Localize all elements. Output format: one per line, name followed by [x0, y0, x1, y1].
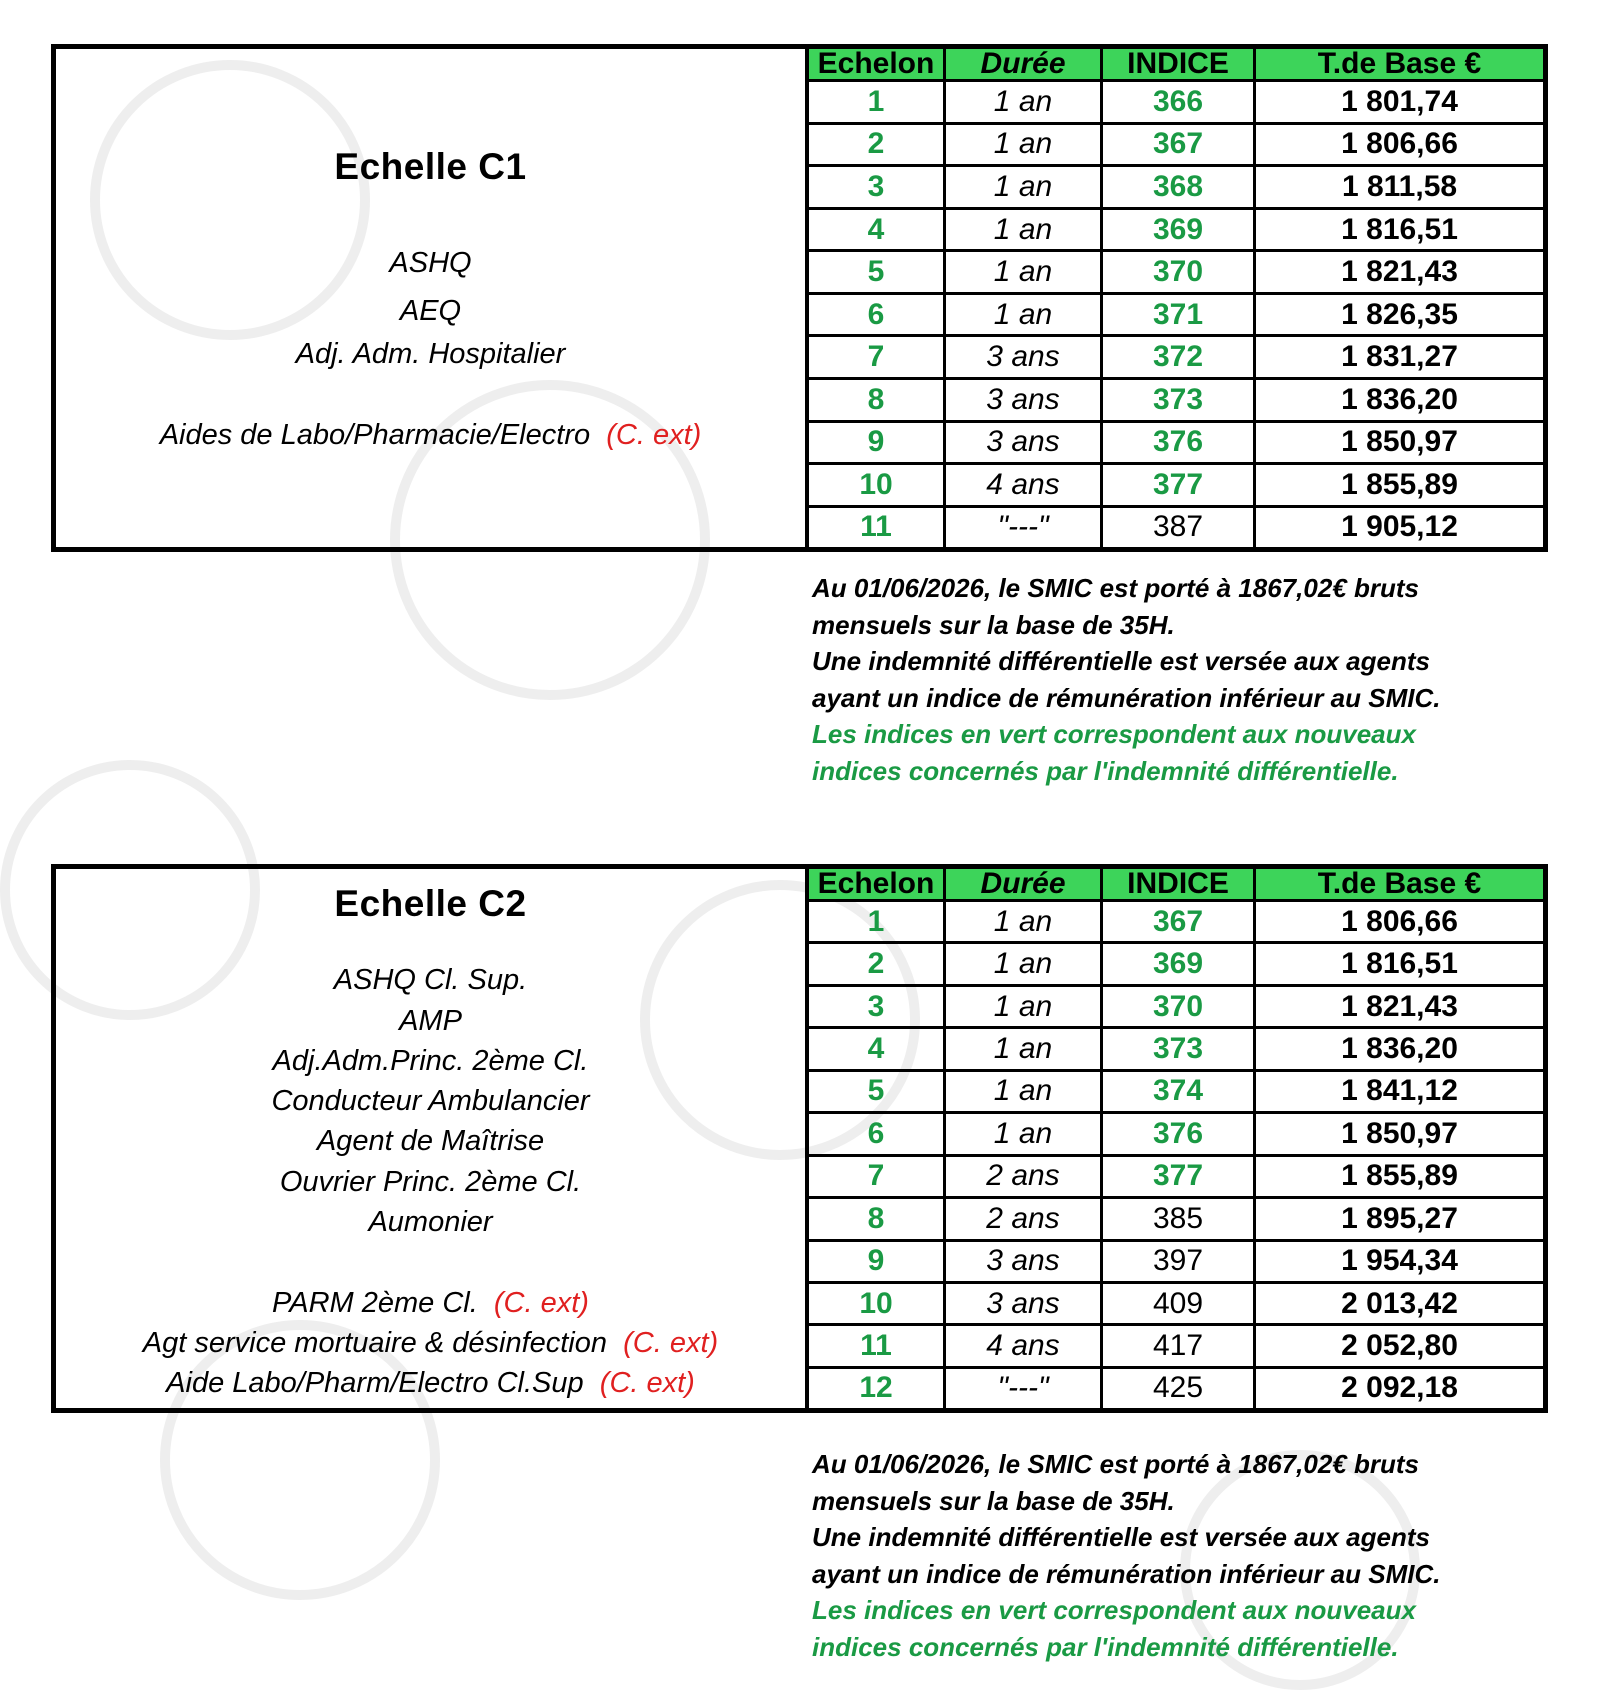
echelon-cell: 8 [809, 379, 945, 422]
duree-cell: 2 ans [945, 1198, 1102, 1240]
duree-cell: 1 an [945, 293, 1102, 336]
duree-cell: 3 ans [945, 336, 1102, 379]
col-echelon: Echelon [809, 49, 945, 81]
scale-c2-info [56, 869, 809, 1408]
base-cell: 1 806,66 [1255, 123, 1544, 166]
base-cell: 1 826,35 [1255, 293, 1544, 336]
table-row [809, 1325, 1543, 1367]
base-cell: 1 836,20 [1255, 1028, 1544, 1070]
duree-cell: 1 an [945, 901, 1102, 943]
indice-cell: 385 [1102, 1198, 1255, 1240]
duree-cell: "---" [945, 506, 1102, 547]
duree-cell: 4 ans [945, 1325, 1102, 1367]
indice-cell: 387 [1102, 506, 1255, 547]
grade-text: Adj.Adm.Princ. 2ème Cl. [272, 1045, 589, 1077]
scale-c2-block [51, 864, 1548, 1413]
indice-cell: 376 [1102, 421, 1255, 464]
note-green-line: indices concernés par l'indemnité différentielle. [812, 1631, 1399, 1662]
scale-c2-table [809, 869, 1543, 1408]
echelon-cell: 3 [809, 166, 945, 209]
base-cell: 1 821,43 [1255, 251, 1544, 294]
grade-text: Ouvrier Princ. 2ème Cl. [279, 1166, 582, 1198]
echelon-cell: 4 [809, 1028, 945, 1070]
indice-cell: 372 [1102, 336, 1255, 379]
echelon-cell: 1 [809, 81, 945, 124]
duree-cell: 1 an [945, 208, 1102, 251]
ext-tag: (C. ext) [606, 419, 702, 451]
table-row [809, 506, 1543, 547]
base-cell: 1 850,97 [1255, 1113, 1544, 1155]
duree-cell: 2 ans [945, 1155, 1102, 1197]
scale-c1-rows [809, 81, 1543, 548]
table-row [809, 293, 1543, 336]
note-line: Une indemnité différentielle est versée aux agents [812, 1522, 1430, 1552]
duree-cell: 1 an [945, 1028, 1102, 1070]
note-line: mensuels sur la base de 35H. [812, 609, 1175, 640]
scale-title: Echelle C1 [334, 146, 527, 187]
table-row [809, 208, 1543, 251]
grade-label [56, 1045, 805, 1078]
indice-cell: 377 [1102, 1155, 1255, 1197]
indice-cell: 374 [1102, 1070, 1255, 1112]
grade-label [56, 1085, 805, 1118]
grade-label [56, 1125, 805, 1158]
ext-tag: (C. ext) [599, 1367, 695, 1399]
echelon-cell: 11 [809, 1325, 945, 1367]
duree-cell: 1 an [945, 251, 1102, 294]
col-indice: INDICE [1102, 869, 1255, 901]
table-row [809, 251, 1543, 294]
base-cell: 2 092,18 [1255, 1367, 1544, 1408]
indice-cell: 370 [1102, 985, 1255, 1027]
duree-cell: 4 ans [945, 464, 1102, 507]
ext-tag: (C. ext) [493, 1287, 589, 1319]
base-cell: 1 801,74 [1255, 81, 1544, 124]
base-cell: 1 836,20 [1255, 379, 1544, 422]
duree-cell: 1 an [945, 123, 1102, 166]
indice-cell: 367 [1102, 901, 1255, 943]
note-line: ayant un indice de rémunération inférieur au SMIC. [812, 1558, 1441, 1589]
scale-c1-table [809, 49, 1543, 547]
base-cell: 1 821,43 [1255, 985, 1544, 1027]
indice-cell: 370 [1102, 251, 1255, 294]
ext-tag: (C. ext) [623, 1327, 719, 1359]
grade-text: ASHQ [389, 247, 472, 279]
indice-cell: 425 [1102, 1367, 1255, 1408]
table-header-row [809, 49, 1543, 81]
table-row [809, 1367, 1543, 1408]
indice-cell: 373 [1102, 1028, 1255, 1070]
table-row [809, 1028, 1543, 1070]
duree-cell: 1 an [945, 1113, 1102, 1155]
indice-cell: 369 [1102, 208, 1255, 251]
indice-cell: 366 [1102, 81, 1255, 124]
base-cell: 2 013,42 [1255, 1282, 1544, 1324]
duree-cell: 1 an [945, 166, 1102, 209]
table-row [809, 123, 1543, 166]
table-row [809, 1198, 1543, 1240]
col-echelon: Echelon [809, 869, 945, 901]
echelon-cell: 1 [809, 901, 945, 943]
base-cell: 1 841,12 [1255, 1070, 1544, 1112]
echelon-cell: 7 [809, 1155, 945, 1197]
grade-label [56, 1367, 805, 1400]
indice-cell: 377 [1102, 464, 1255, 507]
table-row [809, 421, 1543, 464]
scale-c1-table-wrap [809, 49, 1543, 547]
indice-cell: 371 [1102, 293, 1255, 336]
scale-title: Echelle C2 [334, 883, 527, 924]
note-green-line: indices concernés par l'indemnité différentielle. [812, 755, 1399, 786]
table-row [809, 379, 1543, 422]
echelon-cell: 6 [809, 1113, 945, 1155]
indice-cell: 376 [1102, 1113, 1255, 1155]
echelon-cell: 10 [809, 1282, 945, 1324]
note-green-line: Les indices en vert correspondent aux nouveaux [812, 719, 1416, 749]
base-cell: 1 816,51 [1255, 943, 1544, 985]
duree-cell: 3 ans [945, 379, 1102, 422]
col-base: T.de Base € [1255, 869, 1544, 901]
table-header-row [809, 869, 1543, 901]
duree-cell: 1 an [945, 81, 1102, 124]
grade-text: PARM 2ème Cl. [272, 1287, 478, 1319]
table-row [809, 1113, 1543, 1155]
smic-note-c1 [812, 570, 1532, 789]
col-base: T.de Base € [1255, 49, 1544, 81]
indice-cell: 409 [1102, 1282, 1255, 1324]
base-cell: 1 895,27 [1255, 1198, 1544, 1240]
scale-c1-info [56, 49, 809, 547]
table-row [809, 464, 1543, 507]
smic-note-c2 [812, 1446, 1532, 1665]
grade-label [56, 338, 805, 371]
scale-c2-rows [809, 901, 1543, 1409]
grade-label [56, 1206, 805, 1239]
grade-text: Conducteur Ambulancier [271, 1085, 590, 1117]
grade-text: Agt service mortuaire & désinfection [142, 1327, 608, 1359]
base-cell: 1 855,89 [1255, 464, 1544, 507]
grade-text: Aide Labo/Pharm/Electro Cl.Sup [166, 1367, 584, 1399]
grade-text: Adj. Adm. Hospitalier [295, 338, 566, 370]
table-row [809, 1282, 1543, 1324]
grade-text: Agent de Maîtrise [316, 1125, 545, 1157]
base-cell: 1 850,97 [1255, 421, 1544, 464]
indice-cell: 367 [1102, 123, 1255, 166]
echelon-cell: 2 [809, 943, 945, 985]
table-row [809, 81, 1543, 124]
base-cell: 1 806,66 [1255, 901, 1544, 943]
base-cell: 1 954,34 [1255, 1240, 1544, 1282]
table-row [809, 336, 1543, 379]
duree-cell: 3 ans [945, 1240, 1102, 1282]
grade-label [56, 419, 805, 452]
echelon-cell: 7 [809, 336, 945, 379]
note-green-line: Les indices en vert correspondent aux nouveaux [812, 1595, 1416, 1625]
note-line: Au 01/06/2026, le SMIC est porté à 1867,02€ bruts [812, 1449, 1419, 1479]
scale-c2-table-wrap [809, 869, 1543, 1408]
base-cell: 1 816,51 [1255, 208, 1544, 251]
note-line: Une indemnité différentielle est versée aux agents [812, 646, 1430, 676]
duree-cell: 1 an [945, 1070, 1102, 1112]
indice-cell: 369 [1102, 943, 1255, 985]
scale-c1-block [51, 44, 1548, 552]
table-row [809, 1240, 1543, 1282]
table-row [809, 1070, 1543, 1112]
grade-label [56, 964, 805, 997]
echelon-cell: 8 [809, 1198, 945, 1240]
grade-label [56, 1287, 805, 1320]
duree-cell: 1 an [945, 943, 1102, 985]
base-cell: 1 905,12 [1255, 506, 1544, 547]
duree-cell: 3 ans [945, 421, 1102, 464]
indice-cell: 397 [1102, 1240, 1255, 1282]
col-duree: Durée [945, 869, 1102, 901]
echelon-cell: 9 [809, 1240, 945, 1282]
base-cell: 1 855,89 [1255, 1155, 1544, 1197]
grade-text: Aumonier [368, 1206, 493, 1238]
note-line: Au 01/06/2026, le SMIC est porté à 1867,02€ bruts [812, 573, 1419, 603]
grade-label [56, 1005, 805, 1038]
table-row [809, 1155, 1543, 1197]
grade-text: AEQ [399, 295, 462, 327]
echelon-cell: 4 [809, 208, 945, 251]
indice-cell: 417 [1102, 1325, 1255, 1367]
note-line: mensuels sur la base de 35H. [812, 1485, 1175, 1516]
indice-cell: 373 [1102, 379, 1255, 422]
table-row [809, 943, 1543, 985]
grade-label [56, 1327, 805, 1360]
indice-cell: 368 [1102, 166, 1255, 209]
grade-text: AMP [399, 1005, 462, 1037]
note-line: ayant un indice de rémunération inférieur au SMIC. [812, 682, 1441, 713]
duree-cell: "---" [945, 1367, 1102, 1408]
echelon-cell: 11 [809, 506, 945, 547]
grade-text: Aides de Labo/Pharmacie/Electro [159, 419, 591, 451]
table-row [809, 901, 1543, 943]
grade-label [56, 295, 805, 328]
duree-cell: 1 an [945, 985, 1102, 1027]
echelon-cell: 5 [809, 251, 945, 294]
echelon-cell: 9 [809, 421, 945, 464]
echelon-cell: 3 [809, 985, 945, 1027]
col-duree: Durée [945, 49, 1102, 81]
grade-label [56, 247, 805, 280]
echelon-cell: 6 [809, 293, 945, 336]
echelon-cell: 2 [809, 123, 945, 166]
echelon-cell: 12 [809, 1367, 945, 1408]
echelon-cell: 5 [809, 1070, 945, 1112]
base-cell: 1 831,27 [1255, 336, 1544, 379]
duree-cell: 3 ans [945, 1282, 1102, 1324]
echelon-cell: 10 [809, 464, 945, 507]
grade-label [56, 1166, 805, 1199]
base-cell: 2 052,80 [1255, 1325, 1544, 1367]
base-cell: 1 811,58 [1255, 166, 1544, 209]
col-indice: INDICE [1102, 49, 1255, 81]
table-row [809, 985, 1543, 1027]
table-row [809, 166, 1543, 209]
grade-text: ASHQ Cl. Sup. [333, 964, 528, 996]
